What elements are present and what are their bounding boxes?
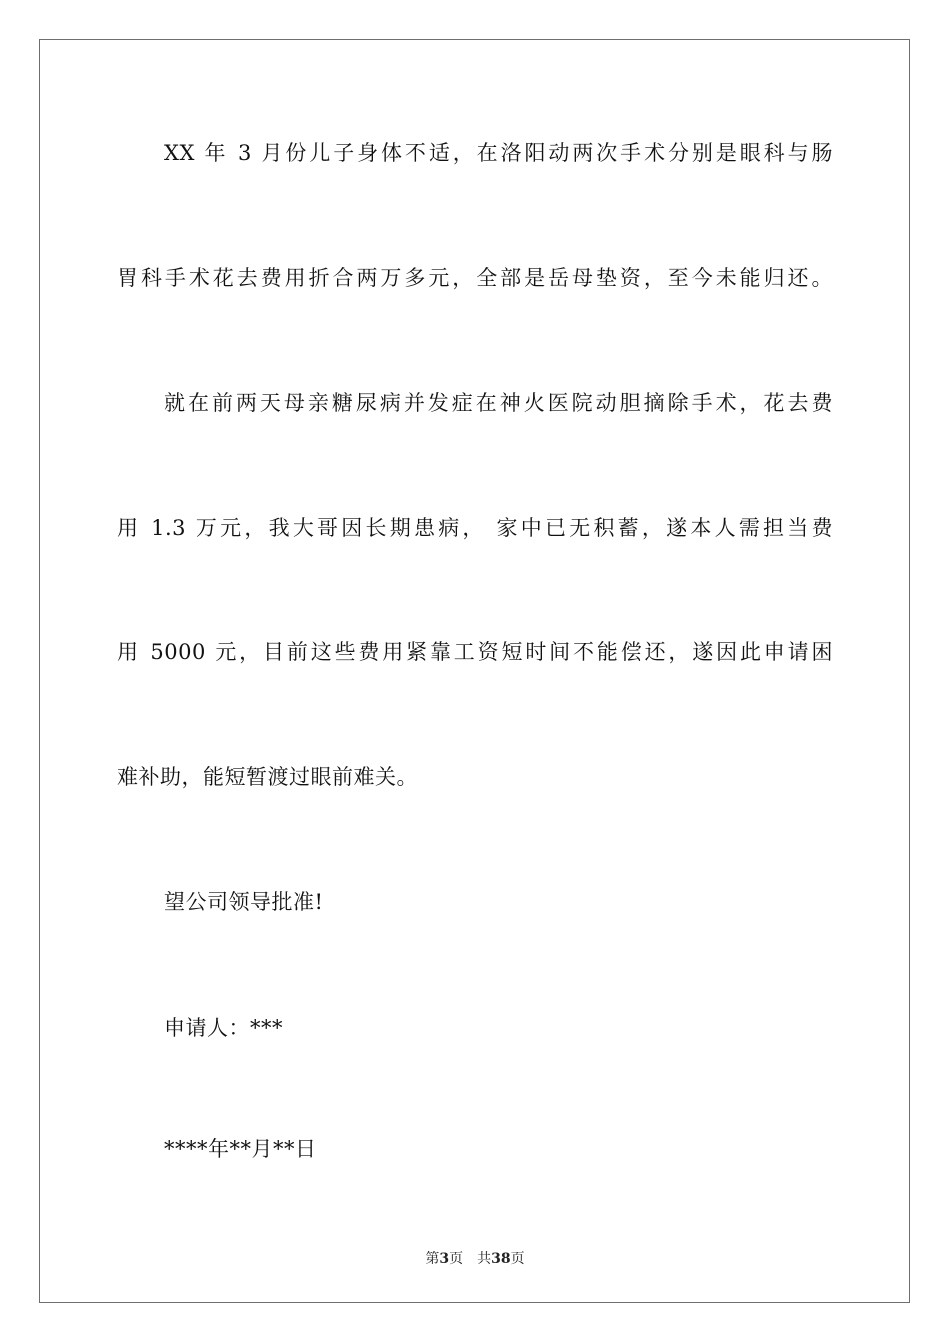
page-suffix: 页 — [449, 1251, 464, 1267]
paragraph-2-line-3: 用 5000 元，目前这些费用紧靠工资短时间不能偿还，遂因此申请困 — [117, 640, 833, 664]
approval-request: 望公司领导批准! — [164, 890, 324, 914]
paragraph-1-line-2: 胃科手术花去费用折合两万多元，全部是岳母垫资，至今未能归还。 — [117, 266, 833, 290]
page-prefix: 第 — [425, 1251, 440, 1267]
paragraph-1-line-1: XX 年 3 月份儿子身体不适，在洛阳动两次手术分别是眼科与肠 — [164, 141, 833, 165]
date-line: ****年**月**日 — [164, 1137, 317, 1161]
paragraph-2-line-4: 难补助，能短暂渡过眼前难关。 — [117, 765, 418, 789]
page-frame — [39, 39, 910, 1303]
total-suffix: 页 — [510, 1251, 525, 1267]
page-footer — [0, 1248, 950, 1268]
page-number: 3 — [439, 1251, 450, 1267]
applicant-line: 申请人：*** — [164, 1016, 283, 1040]
paragraph-2-line-2: 用 1.3 万元，我大哥因长期患病， 家中已无积蓄，遂本人需担当费 — [117, 516, 833, 540]
paragraph-2-line-1: 就在前两天母亲糖尿病并发症在神火医院动胆摘除手术，花去费 — [164, 391, 833, 415]
total-pages: 38 — [491, 1251, 511, 1267]
total-prefix: 共 — [477, 1251, 492, 1267]
